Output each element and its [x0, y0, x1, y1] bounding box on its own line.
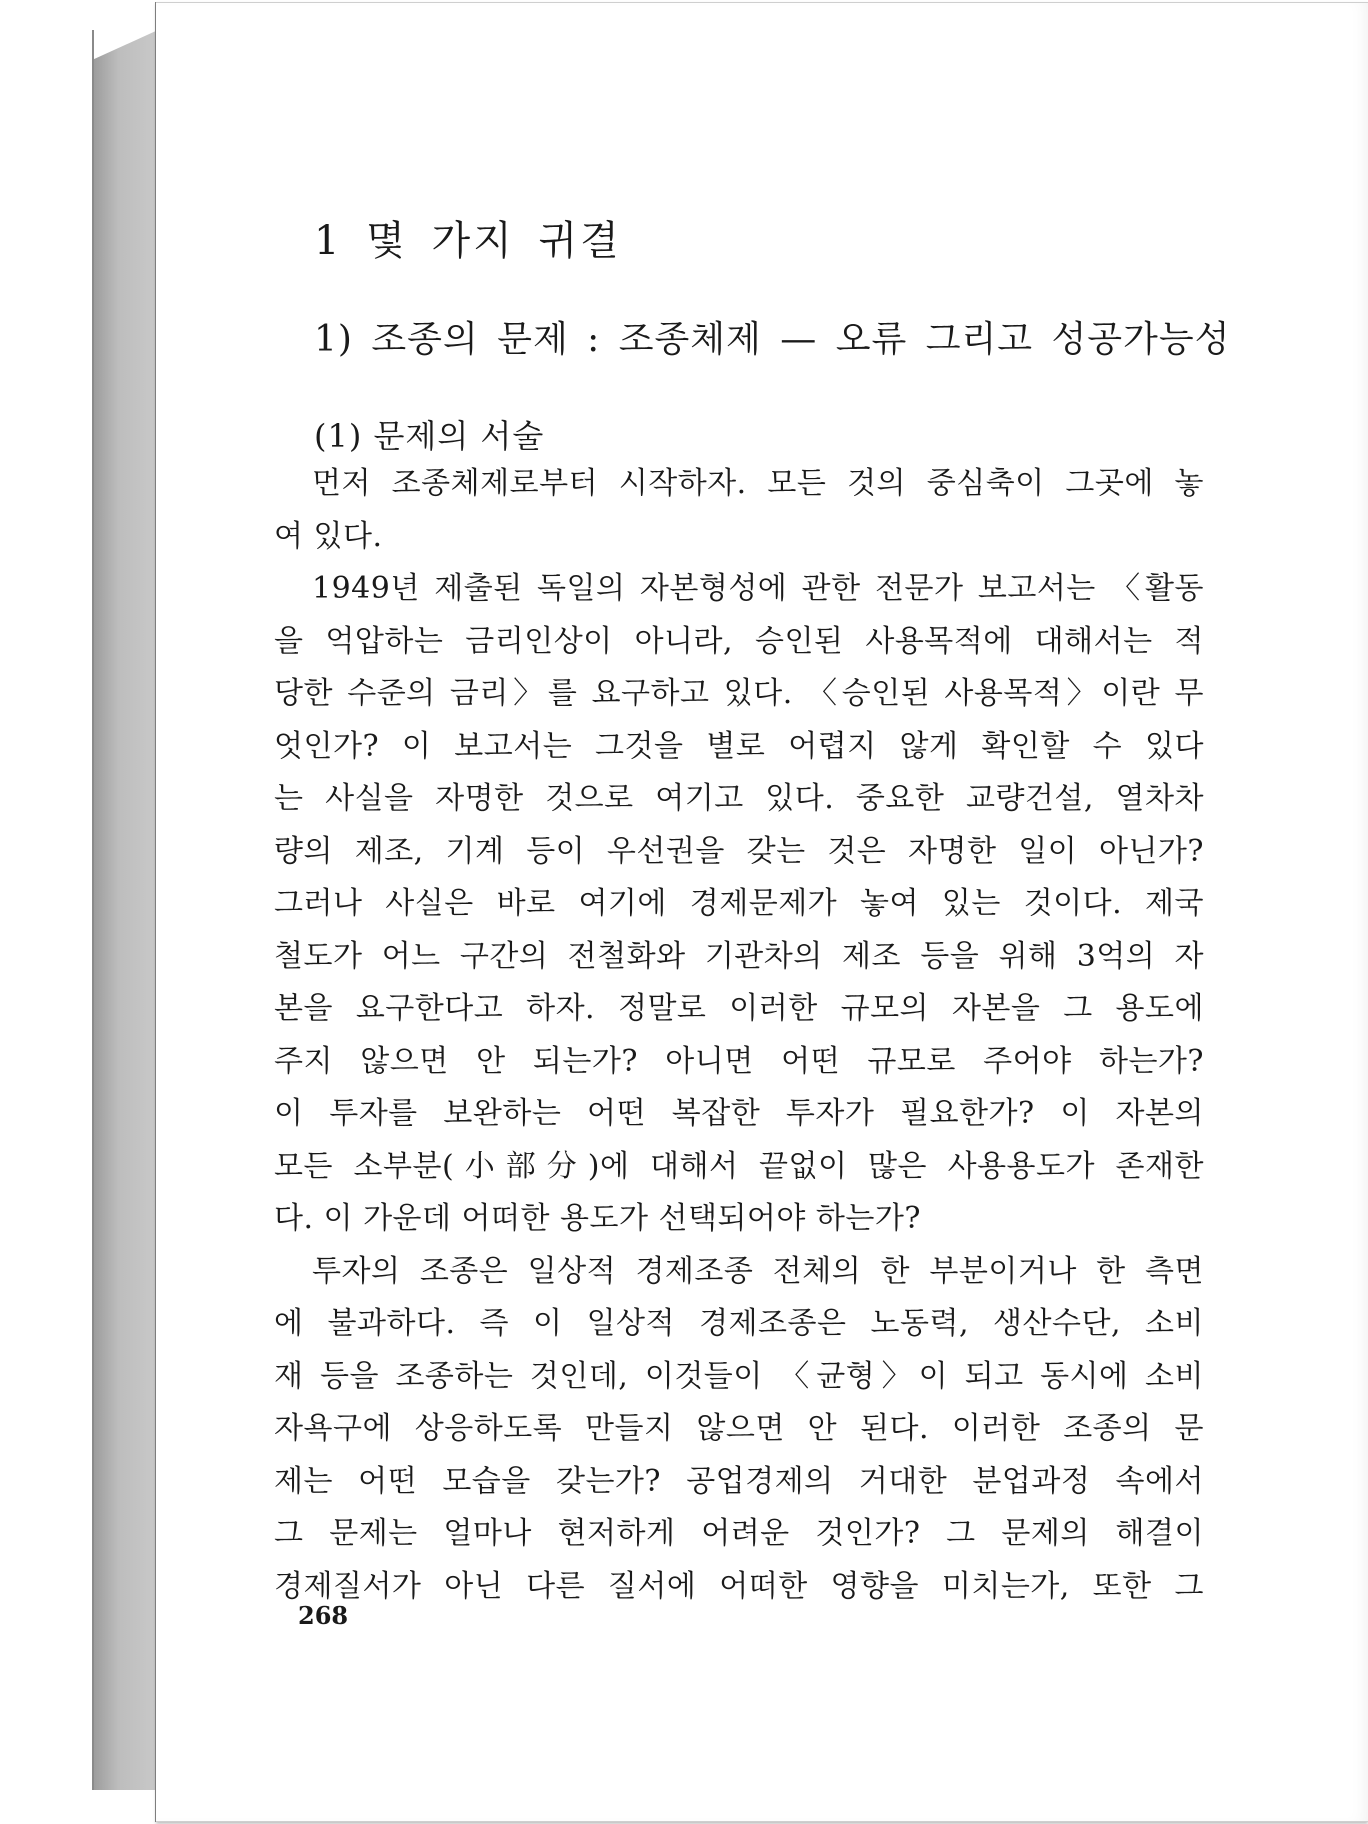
subsection-title: (1) 문제의 서술 [314, 417, 545, 455]
body-line: 량의 제조, 기계 등이 우선권을 갖는 것은 자명한 일이 아닌가? [274, 833, 1204, 869]
body-line: 엇인가? 이 보고서는 그것을 별로 어렵지 않게 확인할 수 있다 [274, 728, 1204, 764]
body-line: 주지 않으면 안 되는가? 아니면 어떤 규모로 주어야 하는가? [274, 1043, 1204, 1079]
body-line: 모든 소부분(小部分)에 대해서 끝없이 많은 사용용도가 존재한 [274, 1148, 1204, 1184]
book-spine-edge [92, 30, 94, 1790]
body-line: 이 투자를 보완하는 어떤 복잡한 투자가 필요한가? 이 자본의 [274, 1096, 1204, 1131]
body-line: 는 사실을 자명한 것으로 여기고 있다. 중요한 교량건설, 열차차 [274, 781, 1204, 816]
page-number: 268 [298, 1601, 349, 1630]
body-line: 제는 어떤 모습을 갖는가? 공업경제의 거대한 분업과정 속에서 [274, 1463, 1204, 1499]
body-line: 1949년 제출된 독일의 자본형성에 관한 전문가 보고서는 〈활동 [312, 571, 1204, 606]
body-line: 먼저 조종체제로부터 시작하자. 모든 것의 중심축이 그곳에 놓 [312, 466, 1204, 501]
body-text [274, 458, 1204, 1613]
body-line: 그 문제는 얼마나 현저하게 어려운 것인가? 그 문제의 해결이 [274, 1516, 1204, 1551]
chapter-title: 1 몇 가지 귀결 [314, 218, 622, 264]
body-line: 그러나 사실은 바로 여기에 경제문제가 놓여 있는 것이다. 제국 [274, 886, 1204, 921]
book-page [156, 2, 1368, 1822]
body-line: 본을 요구한다고 하자. 정말로 이러한 규모의 자본을 그 용도에 [274, 991, 1204, 1026]
body-line: 에 불과하다. 즉 이 일상적 경제조종은 노동력, 생산수단, 소비 [274, 1306, 1204, 1341]
body-line: 경제질서가 아닌 다른 질서에 어떠한 영향을 미치는가, 또한 그 [274, 1568, 1204, 1604]
body-line: 당한 수준의 금리〉를 요구하고 있다. 〈승인된 사용목적〉이란 무 [274, 676, 1204, 711]
body-line: 을 억압하는 금리인상이 아니라, 승인된 사용목적에 대해서는 적 [274, 623, 1204, 659]
body-line: 자욕구에 상응하도록 만들지 않으면 안 된다. 이러한 조종의 문 [274, 1411, 1204, 1446]
body-line: 철도가 어느 구간의 전철화와 기관차의 제조 등을 위해 3억의 자 [274, 938, 1204, 974]
section-title: 1) 조종의 문제 : 조종체제 — 오류 그리고 성공가능성 [314, 319, 1231, 360]
body-line: 재 등을 조종하는 것인데, 이것들이 〈균형〉이 되고 동시에 소비 [274, 1358, 1204, 1394]
body-line: 투자의 조종은 일상적 경제조종 전체의 한 부분이거나 한 측면 [312, 1253, 1204, 1289]
body-line: 여 있다. [274, 518, 383, 554]
body-line: 다. 이 가운데 어떠한 용도가 선택되어야 하는가? [274, 1201, 921, 1236]
book-spine [92, 30, 158, 1790]
